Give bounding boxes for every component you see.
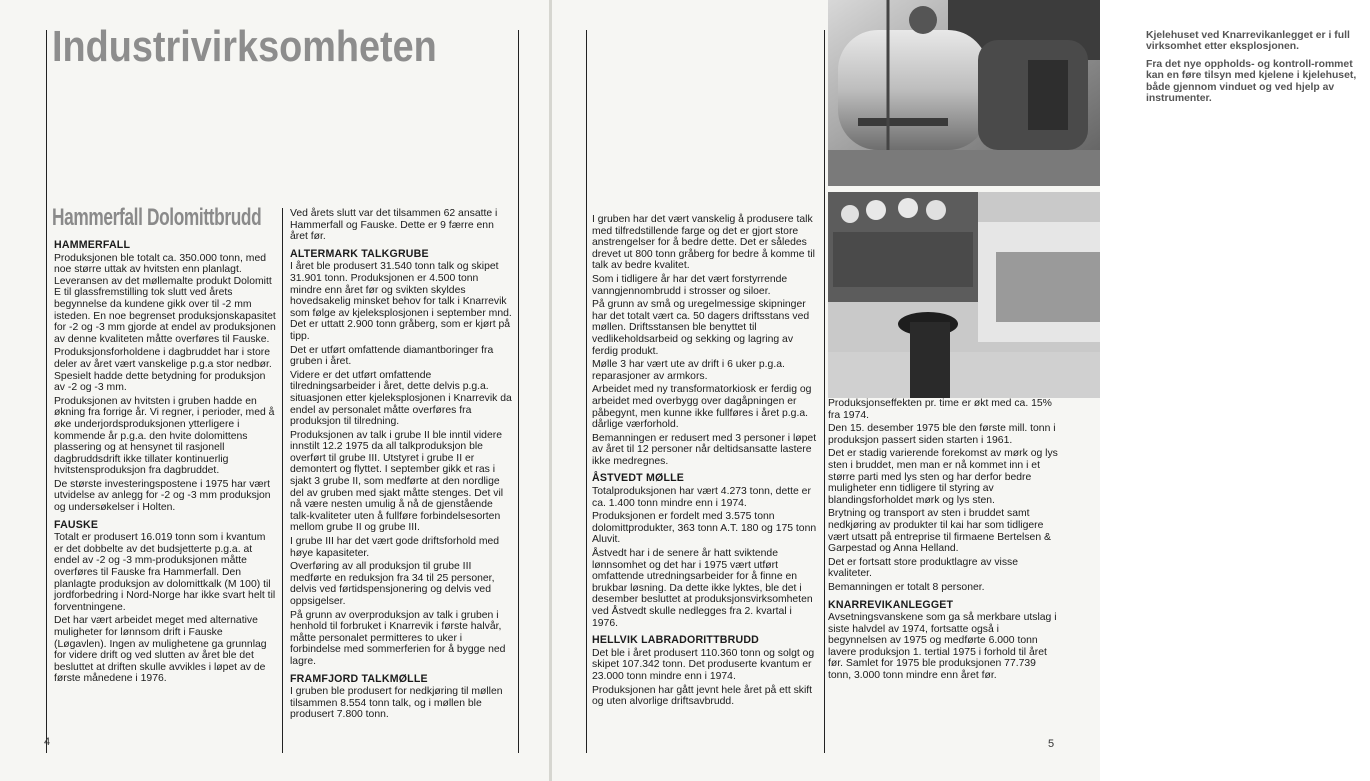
boiler-house-image bbox=[828, 0, 1100, 186]
right-page bbox=[552, 0, 1357, 781]
page-number: 4 bbox=[44, 736, 51, 748]
paragraph: Den 15. desember 1975 ble den første mill. tonn i produksjon passert siden starten i 1961. bbox=[828, 423, 1056, 446]
right-margin-rule bbox=[586, 30, 587, 753]
paragraph: Det er stadig varierende forekomst av mørk og lys sten i bruddet, men man er nå kommet inn i et større parti med lys sten og har derfor bedre muligheter enn tidligere til styring av blandingsforholdet mørk og lys sten. bbox=[828, 448, 1058, 506]
paragraph: Produksjonseffekten pr. time er økt med ca. 15% fra 1974. bbox=[828, 398, 1052, 421]
section-heading: ÅSTVEDT MØLLE bbox=[592, 472, 685, 485]
section-heading: FRAMFJORD TALKMØLLE bbox=[290, 672, 428, 685]
paragraph: På grunn av små og uregelmessige skipninger har det totalt vært ca. 50 dagers driftsstans ved møllen. Driftsstansen ble benyttet til vedlikeholdsarbeid og sekking og lagring av ferdig produkt. bbox=[592, 299, 810, 357]
paragraph: Totalproduksjonen har vært 4.273 tonn, dette er ca. 1.400 tonn mindre enn i 1974. bbox=[592, 486, 811, 509]
paragraph: Produksjonen ble totalt ca. 350.000 tonn, med noe større uttak av hvitsten enn planlagt. Leveransen av det møllemalte produkt Dolomitt E til glassfremstilling tok slutt ved årets begynnelse da kundene gikk over til -2 mm isteden. En noe begrenset produksjonskapasitet for -2 og -3 mm gjorde at endel av produksjonen av denne kvaliteten måtte overføres til Fauske. bbox=[54, 252, 276, 345]
paragraph: Det er utført omfattende diamantboringer fra gruben i året. bbox=[290, 344, 494, 368]
right-text-column-2 bbox=[828, 398, 1058, 684]
paragraph: Arbeidet med ny transformatorkiosk er ferdig og arbeidet med overbygg over dagåpningen er påbegynt, men kunne ikke fullføres i året p.g.a. dårlige værforhold. bbox=[592, 384, 812, 431]
caption-boiler-house: Kjelehuset ved Knarrevikanlegget er i full virksomhet etter eksplosjonen. bbox=[1146, 30, 1350, 53]
left-text-column-1 bbox=[54, 240, 276, 687]
paragraph: Avsetningsvanskene som ga så merkbare utslag i siste halvdel av 1974, fortsatte også i begynnelsen av 1975 og medførte 6.000 tonn lavere produksjon 1. tertial 1975 i forhold til året før. Samlet for 1975 ble produksjonen 77.739 tonn, 3.000 tonn mindre enn året før. bbox=[828, 612, 1057, 682]
paragraph: De største investeringspostene i 1975 har vært utvidelse av anlegg for -2 og -3 mm produksjon og undersøkelser i Holten. bbox=[54, 478, 271, 514]
control-room-image bbox=[828, 192, 1100, 398]
section-heading: KNARREVIKANLEGGET bbox=[828, 598, 954, 611]
page-number-right: 5 bbox=[1048, 738, 1055, 750]
caption-control-room: Fra det nye oppholds- og kontroll-rommet kan en føre tilsyn med kjelene i kjelehuset, både gjennom vinduet og ved hjelp av instrumenter. bbox=[1146, 58, 1357, 105]
paragraph: Videre er det utført omfattende tilredningsarbeider i året, dette delvis p.g.a. situasjonen etter kjeleksplosjonen i Knarrevik da endel av personalet måtte overføres fra produksjon til tilredning. bbox=[290, 369, 512, 428]
paragraph: Bemanningen er totalt 8 personer. bbox=[828, 581, 985, 593]
paragraph: Bemanningen er redusert med 3 personer i løpet av året til 12 personer når deltidsansatte lastere ikke medregnes. bbox=[592, 432, 817, 467]
paragraph: Det er fortsatt store produktlagre av visse kvaliteter. bbox=[828, 556, 1018, 580]
paragraph: Produksjonsforholdene i dagbruddet har i store deler av året vært vanskelige p.g.a stor nedbør. Spesielt hadde dette betydning for produksjon av -2 og -3 mm. bbox=[54, 347, 272, 394]
paragraph: Brytning og transport av sten i bruddet samt nedkjøring av produkter til kai har som tidligere vært utsatt på entreprise til firmaene Bertelsen & Garpestad og Anna Helland. bbox=[828, 508, 1051, 555]
paragraph: Ved årets slutt var det tilsammen 62 ansatte i Hammerfall og Fauske. Dette er 9 færre enn året før. bbox=[290, 208, 498, 243]
paragraph: I gruben ble produsert for nedkjøring til møllen tilsammen 8.554 tonn talk, og i møllen ble produsert 7.800 tonn. bbox=[290, 686, 503, 721]
paragraph: Produksjonen har gått jevnt hele året på ett skift og uten alvorlige driftsavbrudd. bbox=[592, 684, 813, 708]
control-room-photo bbox=[828, 192, 1100, 398]
section-heading: FAUSKE bbox=[54, 518, 99, 531]
paragraph: I gruben har det vært vanskelig å produsere talk med tilfredstillende farge og det er gjort store anstrengelser for å bedre dette. Det er således drevet ut 800 tonn gråberg for bedre å komme til talk av bedre kvalitet. bbox=[592, 214, 815, 272]
page-title: Industrivirksomheten bbox=[52, 22, 437, 71]
paragraph: Produksjonen er fordelt med 3.575 tonn dolomittprodukter, 363 tonn A.T. 180 og 175 tonn Aluvit. bbox=[592, 511, 817, 546]
left-page bbox=[0, 0, 549, 781]
paragraph: Overføring av all produksjon til grube III medførte en reduksjon fra 34 til 25 personer, delvis ved førtidspensjonering og delvis ved oppsigelser. bbox=[290, 561, 495, 607]
boiler-house-photo bbox=[828, 0, 1100, 186]
paragraph: Det ble i året produsert 110.360 tonn og solgt og skipet 107.342 tonn. Det produserte kvantum er 23.000 tonn mindre enn i 1974. bbox=[592, 647, 815, 682]
left-column-rule bbox=[282, 208, 283, 753]
paragraph: På grunn av overproduksjon av talk i gruben i henhold til forbruket i Knarrevik i første halvår, måtte personalet permitteres to uker i forbindelse med sommerferien for å bygge ned lagre. bbox=[290, 609, 506, 667]
left-right-rule bbox=[518, 30, 519, 753]
photo-captions bbox=[1146, 30, 1370, 110]
paragraph: Som i tidligere år har det vært forstyrrende vanngjennombrudd i strosser og siloer. bbox=[592, 273, 788, 297]
paragraph: Totalt er produsert 16.019 tonn som i kvantum er det dobbelte av det budsjetterte p.g.a. at endel av -2 og -3 mm-produksjonen måtte overføres til Fauske fra Hammerfall. Den planlagte produksjon av dolomittkalk (M 100) til jordforbedring i Nord-Norge har ikke svart helt til forventningene. bbox=[54, 532, 276, 613]
section-heading: HELLVIK LABRADORITTBRUDD bbox=[592, 634, 760, 647]
paragraph: Det har vært arbeidet meget med alternative muligheter for lønnsom drift i Fauske (Løgavlen). Ingen av mulighetene ga grunnlag for videre drift og ved slutten av året ble det besluttet at driften skulle avvikles i løpet av de første månedene i 1976. bbox=[54, 615, 267, 685]
left-margin-rule bbox=[46, 30, 47, 753]
paragraph: I grube III har det vært gode driftsforhold med høye kapasiteter. bbox=[290, 536, 500, 559]
section-title: Hammerfall Dolomittbrudd bbox=[52, 204, 262, 231]
left-text-column-2 bbox=[290, 208, 512, 723]
section-heading: ALTERMARK TALKGRUBE bbox=[290, 247, 429, 260]
paragraph: I året ble produsert 31.540 tonn talk og skipet 31.901 tonn. Produksjonen er 4.500 tonn mindre enn året før og svikten skyldes hovedsakelig minsket behov for talk i Knarrevik som følge av kjeleksplosjonen i september mnd. Det er uttatt 2.900 tonn gråberg, som er kjørt på tipp. bbox=[290, 261, 512, 342]
right-column-rule bbox=[824, 30, 825, 753]
paragraph: Produksjonen av hvitsten i gruben hadde en økning fra forrige år. Vi regner, i perioder, med å øke underjordsproduksjonen ytterligere i kommende år p.g.a. den hvite dolomittens plassering og at hensynet til rasjonell dagbruddsdrift ikke tillater kontinuerlig hvitstensproduksjon fra dagbruddet. bbox=[54, 395, 275, 477]
paragraph: Åstvedt har i de senere år hatt sviktende lønnsomhet og det har i 1975 vært utført omfattende utredningsarbeider for å finne en brukbar løsning. Da dette ikke lyktes, ble det i desember besluttet at produksjonsvirksomheten ved Åstvedt skulle nedlegges fra 2. kvartal i 1976. bbox=[592, 548, 813, 629]
paragraph: Produksjonen av talk i grube II ble inntil videre innstilt 12.2 1975 da all talkproduksjon ble overført til grube III. Utstyret i grube II er demontert og flyttet. I september gikk et ras i sjakt 3 grube II, som medførte at den nordlige del av gruben med sjakt måtte stenges. Det vil nå være nesten umulig å nå de gjenstående talk-kvaliteter uten å fullføre forbindelsesorten mellom grube II og grube III. bbox=[290, 429, 504, 534]
paragraph: Mølle 3 har vært ute av drift i 6 uker p.g.a. reparasjoner av armkors. bbox=[592, 359, 785, 382]
section-heading: HAMMERFALL bbox=[54, 239, 131, 251]
right-text-column-1 bbox=[592, 214, 818, 710]
